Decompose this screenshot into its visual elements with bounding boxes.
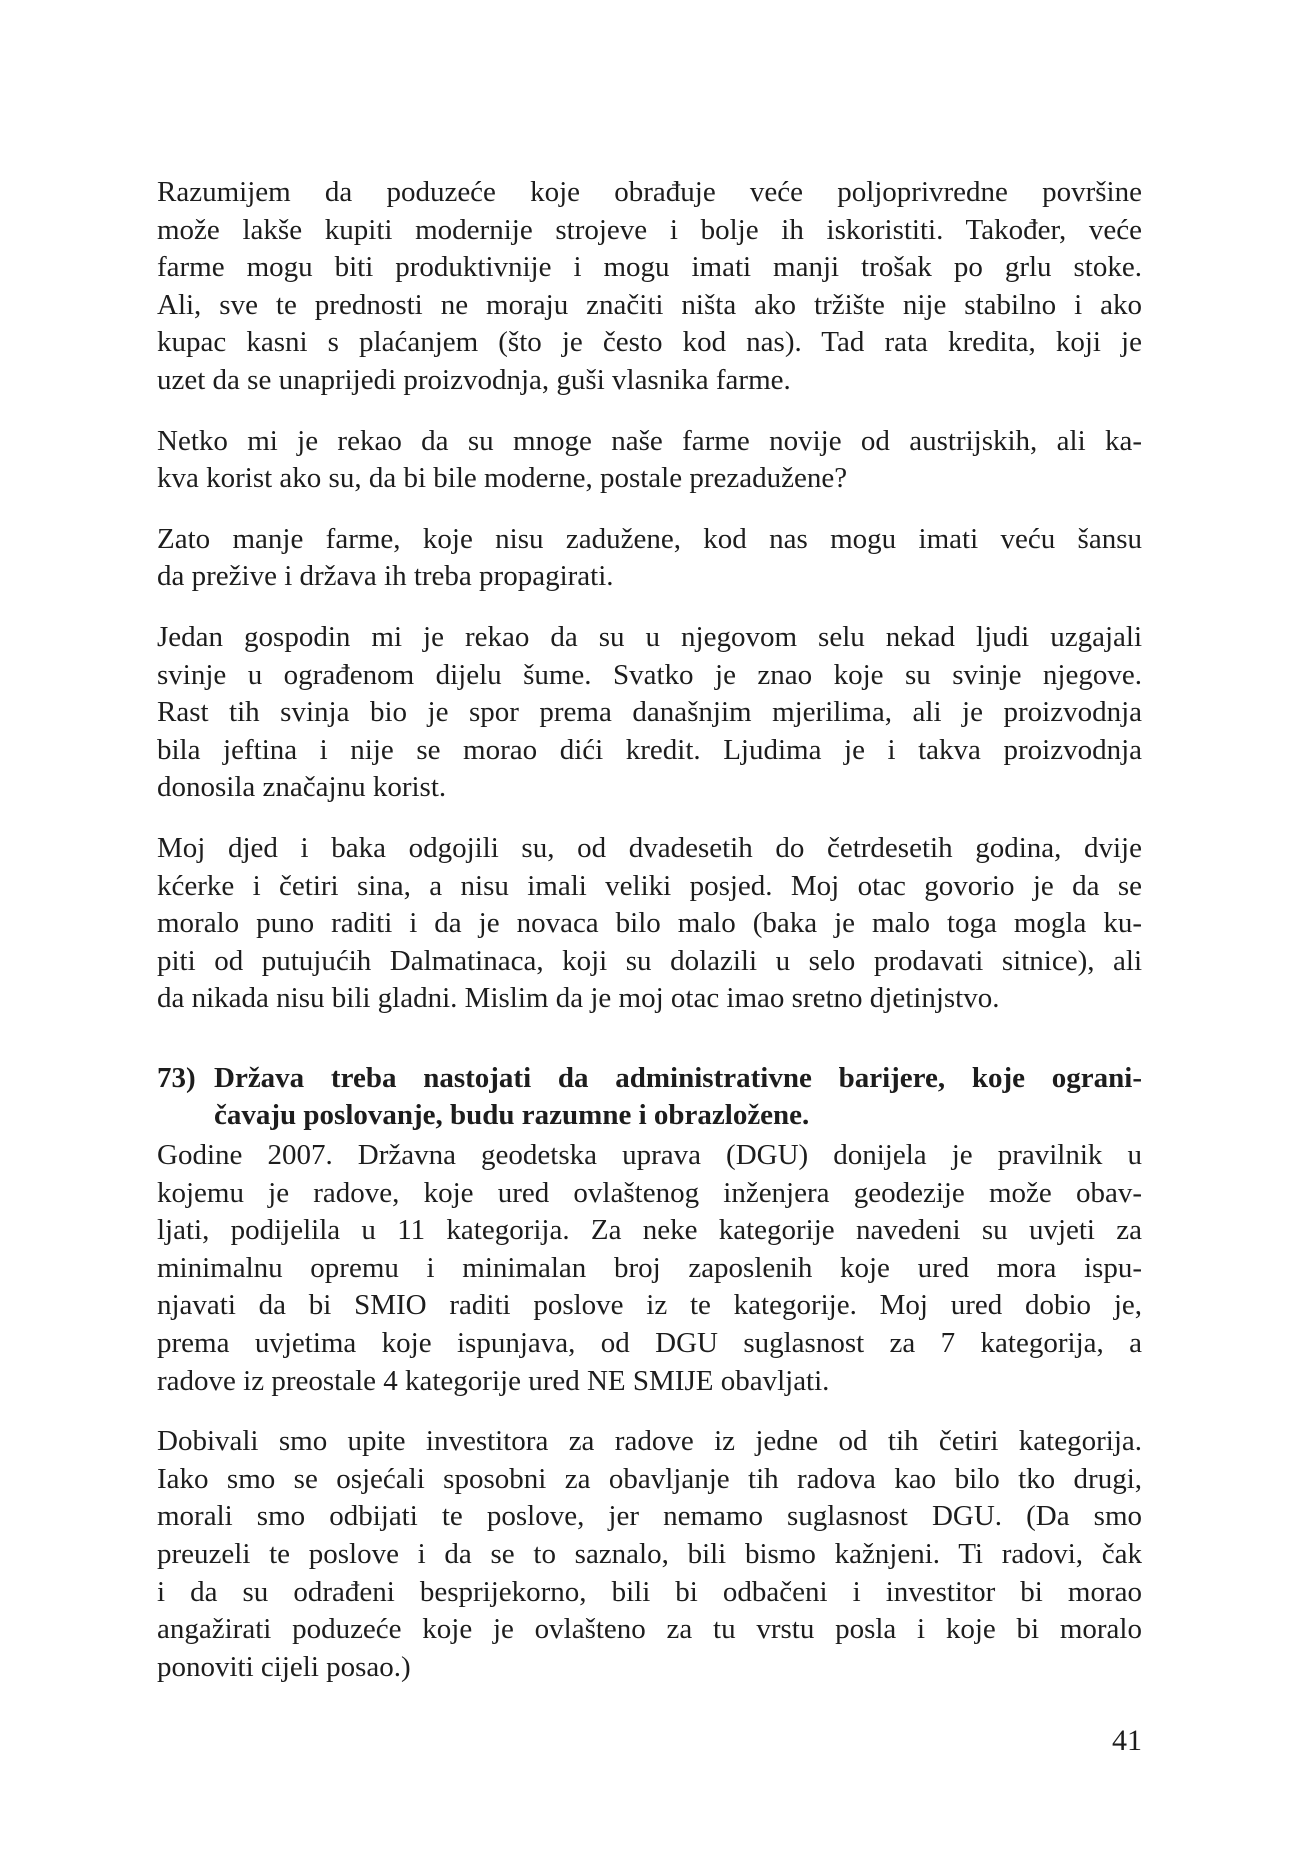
text-line: svinje u ograđenom dijelu šume. Svatko je znao koje su svinje njegove. [157, 658, 1142, 691]
page-text-block [157, 174, 1142, 1686]
section-number: 73) [157, 1061, 196, 1094]
heading-line: čavaju poslovanje, budu razumne i obrazložene. [214, 1099, 810, 1132]
text-line: prema uvjetima koje ispunjava, od DGU suglasnost za 7 kategorija, a [157, 1327, 1142, 1360]
text-line: da nikada nisu bili gladni. Mislim da je moj otac imao sretno djetinjstvo. [157, 982, 1000, 1015]
text-line: farme mogu biti produktivnije i mogu imati manji trošak po grlu stoke. [157, 251, 1142, 284]
text-line: Jedan gospodin mi je rekao da su u njegovom selu nekad ljudi uzgajali [157, 620, 1142, 653]
text-line: moralo puno raditi i da je novaca bilo malo (baka je malo toga mogla ku- [157, 907, 1142, 940]
text-line: minimalnu opremu i minimalan broj zaposlenih koje ured mora ispu- [157, 1251, 1142, 1284]
text-line: angažirati poduzeće koje je ovlašteno za tu vrstu posla i koje bi moralo [157, 1613, 1142, 1646]
text-line: Rast tih svinja bio je spor prema današnjim mjerilima, ali je proizvodnja [157, 696, 1142, 729]
text-line: Ali, sve te prednosti ne moraju značiti ništa ako tržište nije stabilno i ako [157, 288, 1142, 321]
text-line: uzet da se unaprijedi proizvodnja, guši vlasnika farme. [157, 363, 791, 396]
text-line: da prežive i država ih treba propagirati. [157, 560, 614, 593]
text-line: može lakše kupiti modernije strojeve i bolje ih iskoristiti. Također, veće [157, 213, 1142, 246]
paragraph-6 [157, 1137, 1142, 1400]
paragraph-3 [157, 521, 1142, 596]
text-line: Dobivali smo upite investitora za radove iz jedne od tih četiri kategorija. [157, 1425, 1142, 1458]
paragraph-4 [157, 619, 1142, 807]
text-line: ponoviti cijeli posao.) [157, 1650, 411, 1683]
text-line: preuzeli te poslove i da se to saznalo, bili bismo kažnjeni. Ti radovi, čak [157, 1538, 1142, 1570]
page-number: 41 [1112, 1724, 1142, 1757]
text-line: kojemu je radove, koje ured ovlaštenog inženjera geodezije može obav- [157, 1176, 1142, 1209]
text-line: kćerke i četiri sina, a nisu imali veliki posjed. Moj otac govorio je da se [157, 869, 1142, 902]
paragraph-7 [157, 1423, 1142, 1686]
text-line: Godine 2007. Državna geodetska uprava (DGU) donijela je pravilnik u [157, 1139, 1142, 1172]
text-line: piti od putujućih Dalmatinaca, koji su dolazili u selo prodavati sitnice), ali [157, 944, 1142, 977]
text-line: ljati, podijelila u 11 kategorija. Za neke kategorije navedeni su uvjeti za [157, 1214, 1142, 1247]
text-line: kupac kasni s plaćanjem (što je često kod nas). Tad rata kredita, koji je [157, 326, 1142, 359]
section-heading-text [214, 1060, 1142, 1135]
heading-line: Država treba nastojati da administrativne barijere, koje ograni- [214, 1061, 1142, 1094]
paragraph-2 [157, 423, 1142, 498]
text-line: njavati da bi SMIO raditi poslove iz te kategorije. Moj ured dobio je, [157, 1289, 1142, 1322]
text-line: Zato manje farme, koje nisu zadužene, kod nas mogu imati veću šansu [157, 522, 1142, 555]
text-line: Razumijem da poduzeće koje obrađuje veće poljoprivredne površine [157, 176, 1142, 208]
paragraph-5 [157, 830, 1142, 1018]
text-line: kva korist ako su, da bi bile moderne, postale prezadužene? [157, 462, 848, 495]
text-line: Iako smo se osjećali sposobni za obavljanje tih radova kao bilo tko drugi, [157, 1462, 1142, 1495]
text-line: i da su odrađeni besprijekorno, bili bi odbačeni i investitor bi morao [157, 1575, 1142, 1608]
text-line: Netko mi je rekao da su mnoge naše farme novije od austrijskih, ali ka- [157, 424, 1142, 457]
text-line: Moj djed i baka odgojili su, od dvadesetih do četrdesetih godina, dvije [157, 831, 1142, 864]
section-heading-73 [157, 1060, 1142, 1135]
text-line: morali smo odbijati te poslove, jer nemamo suglasnost DGU. (Da smo [157, 1500, 1142, 1533]
paragraph-1 [157, 174, 1142, 400]
text-line: radove iz preostale 4 kategorije ured NE SMIJE obavljati. [157, 1364, 830, 1397]
text-line: donosila značajnu korist. [157, 771, 447, 804]
text-line: bila jeftina i nije se morao dići kredit. Ljudima je i takva proizvodnja [157, 733, 1142, 766]
